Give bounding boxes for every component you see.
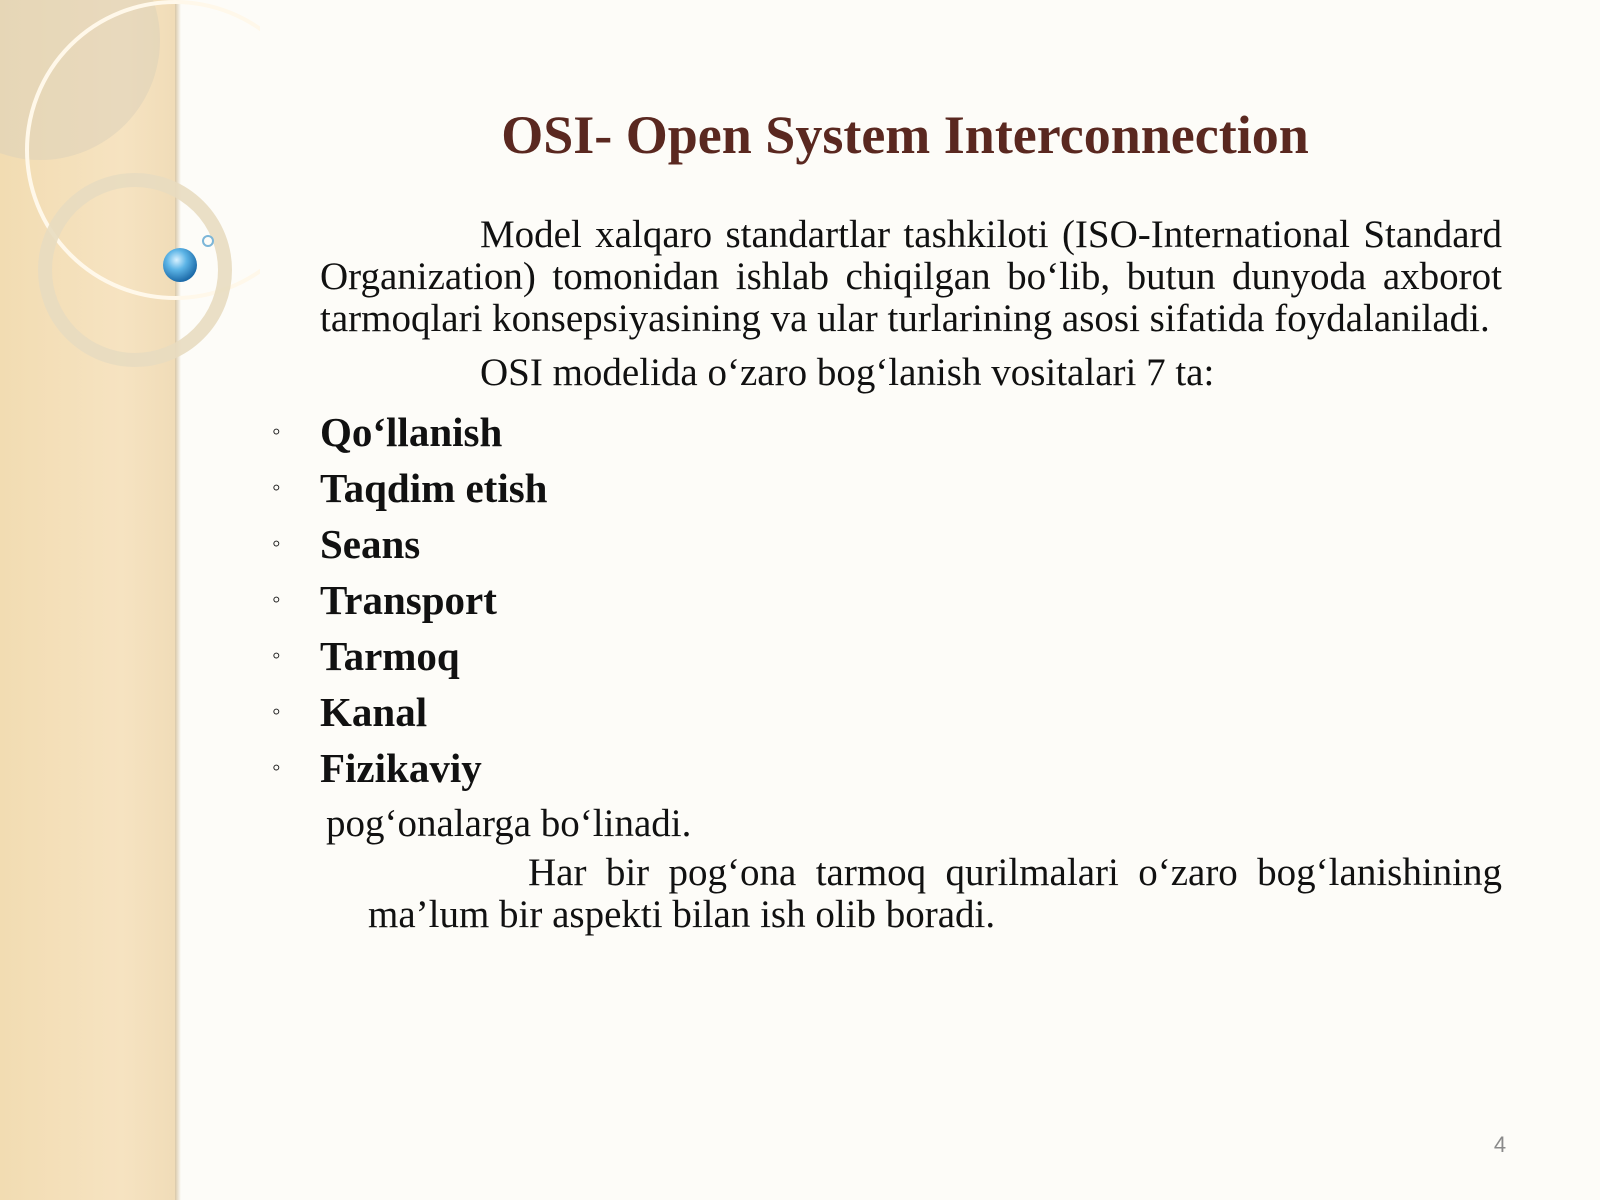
bullet-icon: ◦: [272, 419, 281, 445]
decorative-rings: [0, 0, 260, 420]
page-number: 4: [1493, 1132, 1507, 1157]
layer-label: Seans: [320, 521, 421, 567]
bullet-icon: ◦: [272, 755, 281, 781]
bullet-icon: ◦: [272, 699, 281, 725]
layer-label: Tarmoq: [320, 633, 460, 679]
middle-ring: [45, 180, 225, 360]
layer-label: Fizikaviy: [320, 745, 482, 791]
bullet-icon: ◦: [272, 643, 281, 669]
layer-count-sentence: OSI modelida o‘zaro bog‘lanish vositalari 7 ta:: [480, 351, 1215, 394]
list-item: [272, 572, 1502, 628]
top-left-shade-circle: [0, 0, 160, 160]
list-item: [272, 460, 1502, 516]
layer-label: Qo‘llanish: [320, 409, 503, 455]
bullet-icon: ◦: [272, 587, 281, 613]
small-ring-icon: [203, 236, 213, 246]
layer-label: Transport: [320, 577, 497, 623]
layers-tail-text: pog‘onalarga bo‘linadi.: [326, 802, 692, 845]
bullet-icon: ◦: [272, 531, 281, 557]
layer-label: Taqdim etish: [320, 465, 548, 511]
list-item: [272, 404, 1502, 460]
list-item: [272, 628, 1502, 684]
bullet-icon: ◦: [272, 475, 281, 501]
osi-layer-list: [272, 404, 1502, 796]
slide-title: OSI- Open System Interconnection: [501, 105, 1309, 166]
list-item: [272, 740, 1502, 796]
list-item: [272, 684, 1502, 740]
blue-sphere-icon: [163, 248, 197, 282]
list-item: [272, 516, 1502, 572]
closing-paragraph: Har bir pog‘ona tarmoq qurilmalari o‘zaro bog‘lanishining ma’lum bir aspekti bilan ish olib boradi.: [368, 851, 1502, 936]
intro-paragraph: Model xalqaro standartlar tashkiloti (ISO-International Standard Organization) tomonidan ishlab chiqilgan bo‘lib, butun dunyoda axborot tarmoqlari konsepsiyasining va ular turlarining asosi sifatida foydalaniladi.: [320, 213, 1502, 340]
layer-label: Kanal: [320, 689, 428, 735]
slide-body: [272, 213, 1502, 936]
